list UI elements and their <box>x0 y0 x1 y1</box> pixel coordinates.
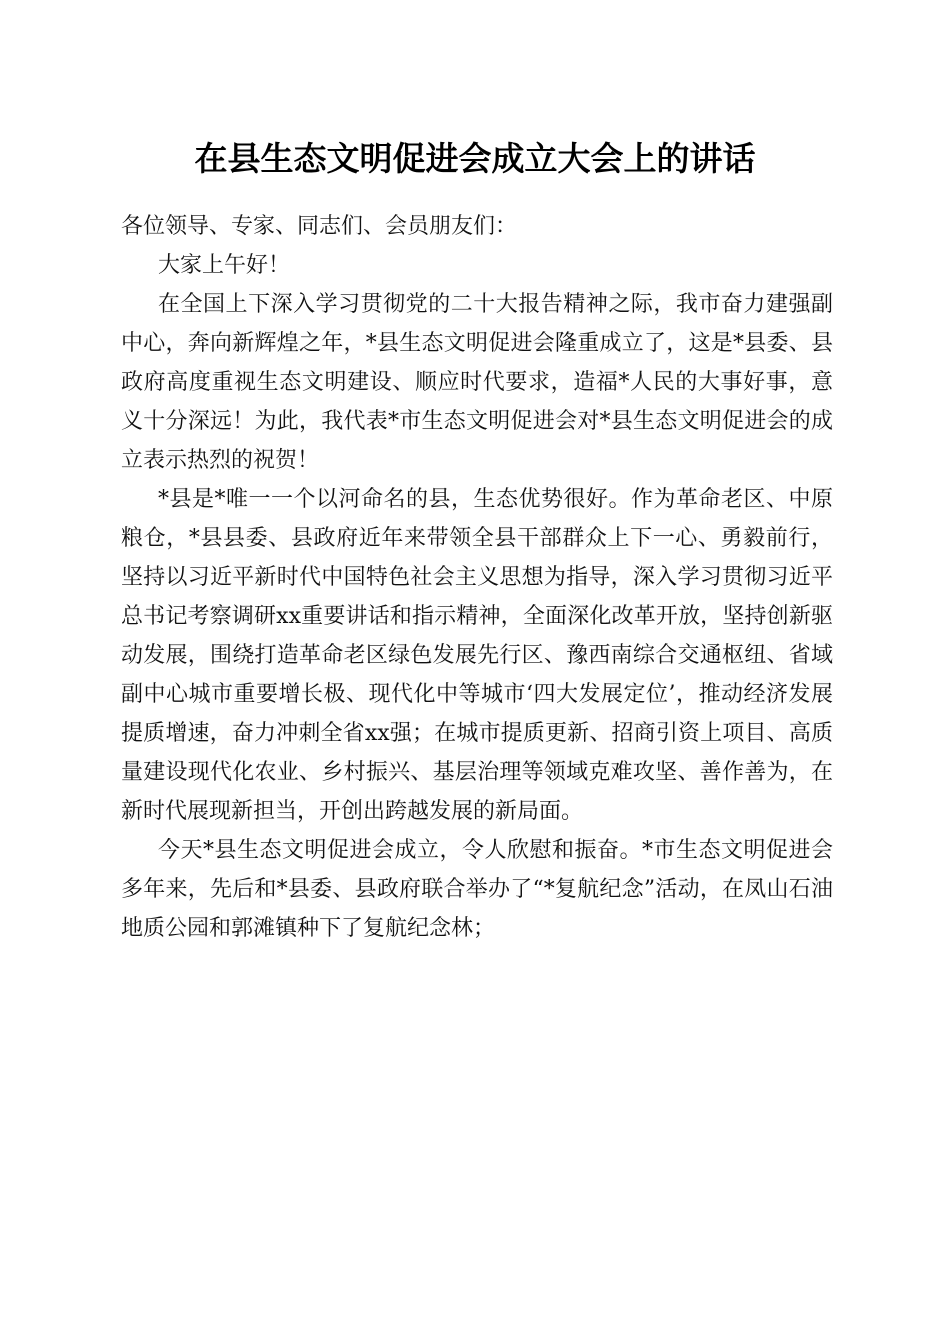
document-body <box>121 207 833 948</box>
document-title: 在县生态文明促进会成立大会上的讲话 <box>194 139 756 178</box>
greeting: 大家上午好！ <box>158 253 291 278</box>
paragraph: 在全国上下深入学习贯彻党的二十大报告精神之际，我市奋力建强副中心，奔向新辉煌之年，*县生态文明促进会隆重成立了，这是*县委、县政府高度重视生态文明建设、顺应时代要求，造福*人民的大事好事，意义十分深远！为此，我代表*市生态文明促进会对*县生态文明促进会的成立表示热烈的祝贺！ <box>121 292 833 473</box>
paragraph: *县是*唯一一个以河命名的县，生态优势很好。作为革命老区、中原粮仓，*县县委、县政府近年来带领全县干部群众上下一心、勇毅前行，坚持以习近平新时代中国特色社会主义思想为指导，深入学习贯彻习近平总书记考察调研xx重要讲话和指示精神，全面深化改革开放，坚持创新驱动发展，围绕打造革命老区绿色发展先行区、豫西南综合交通枢纽、省域副中心城市重要增长极、现代化中等城市‘四大发展定位’，推动经济发展提质增速，奋力冲刺全省xx强；在城市提质更新、招商引资上项目、高质量建设现代化农业、乡村振兴、基层治理等领域克难攻坚、善作善为，在新时代展现新担当，开创出跨越发展的新局面。 <box>121 487 833 824</box>
paragraph: 今天*县生态文明促进会成立，令人欣慰和振奋。*市生态文明促进会多年来，先后和*县委、县政府联合举办了“*复航纪念”活动，在凤山石油地质公园和郭滩镇种下了复航纪念林； <box>121 838 833 941</box>
salutation: 各位领导、专家、同志们、会员朋友们： <box>121 214 518 239</box>
